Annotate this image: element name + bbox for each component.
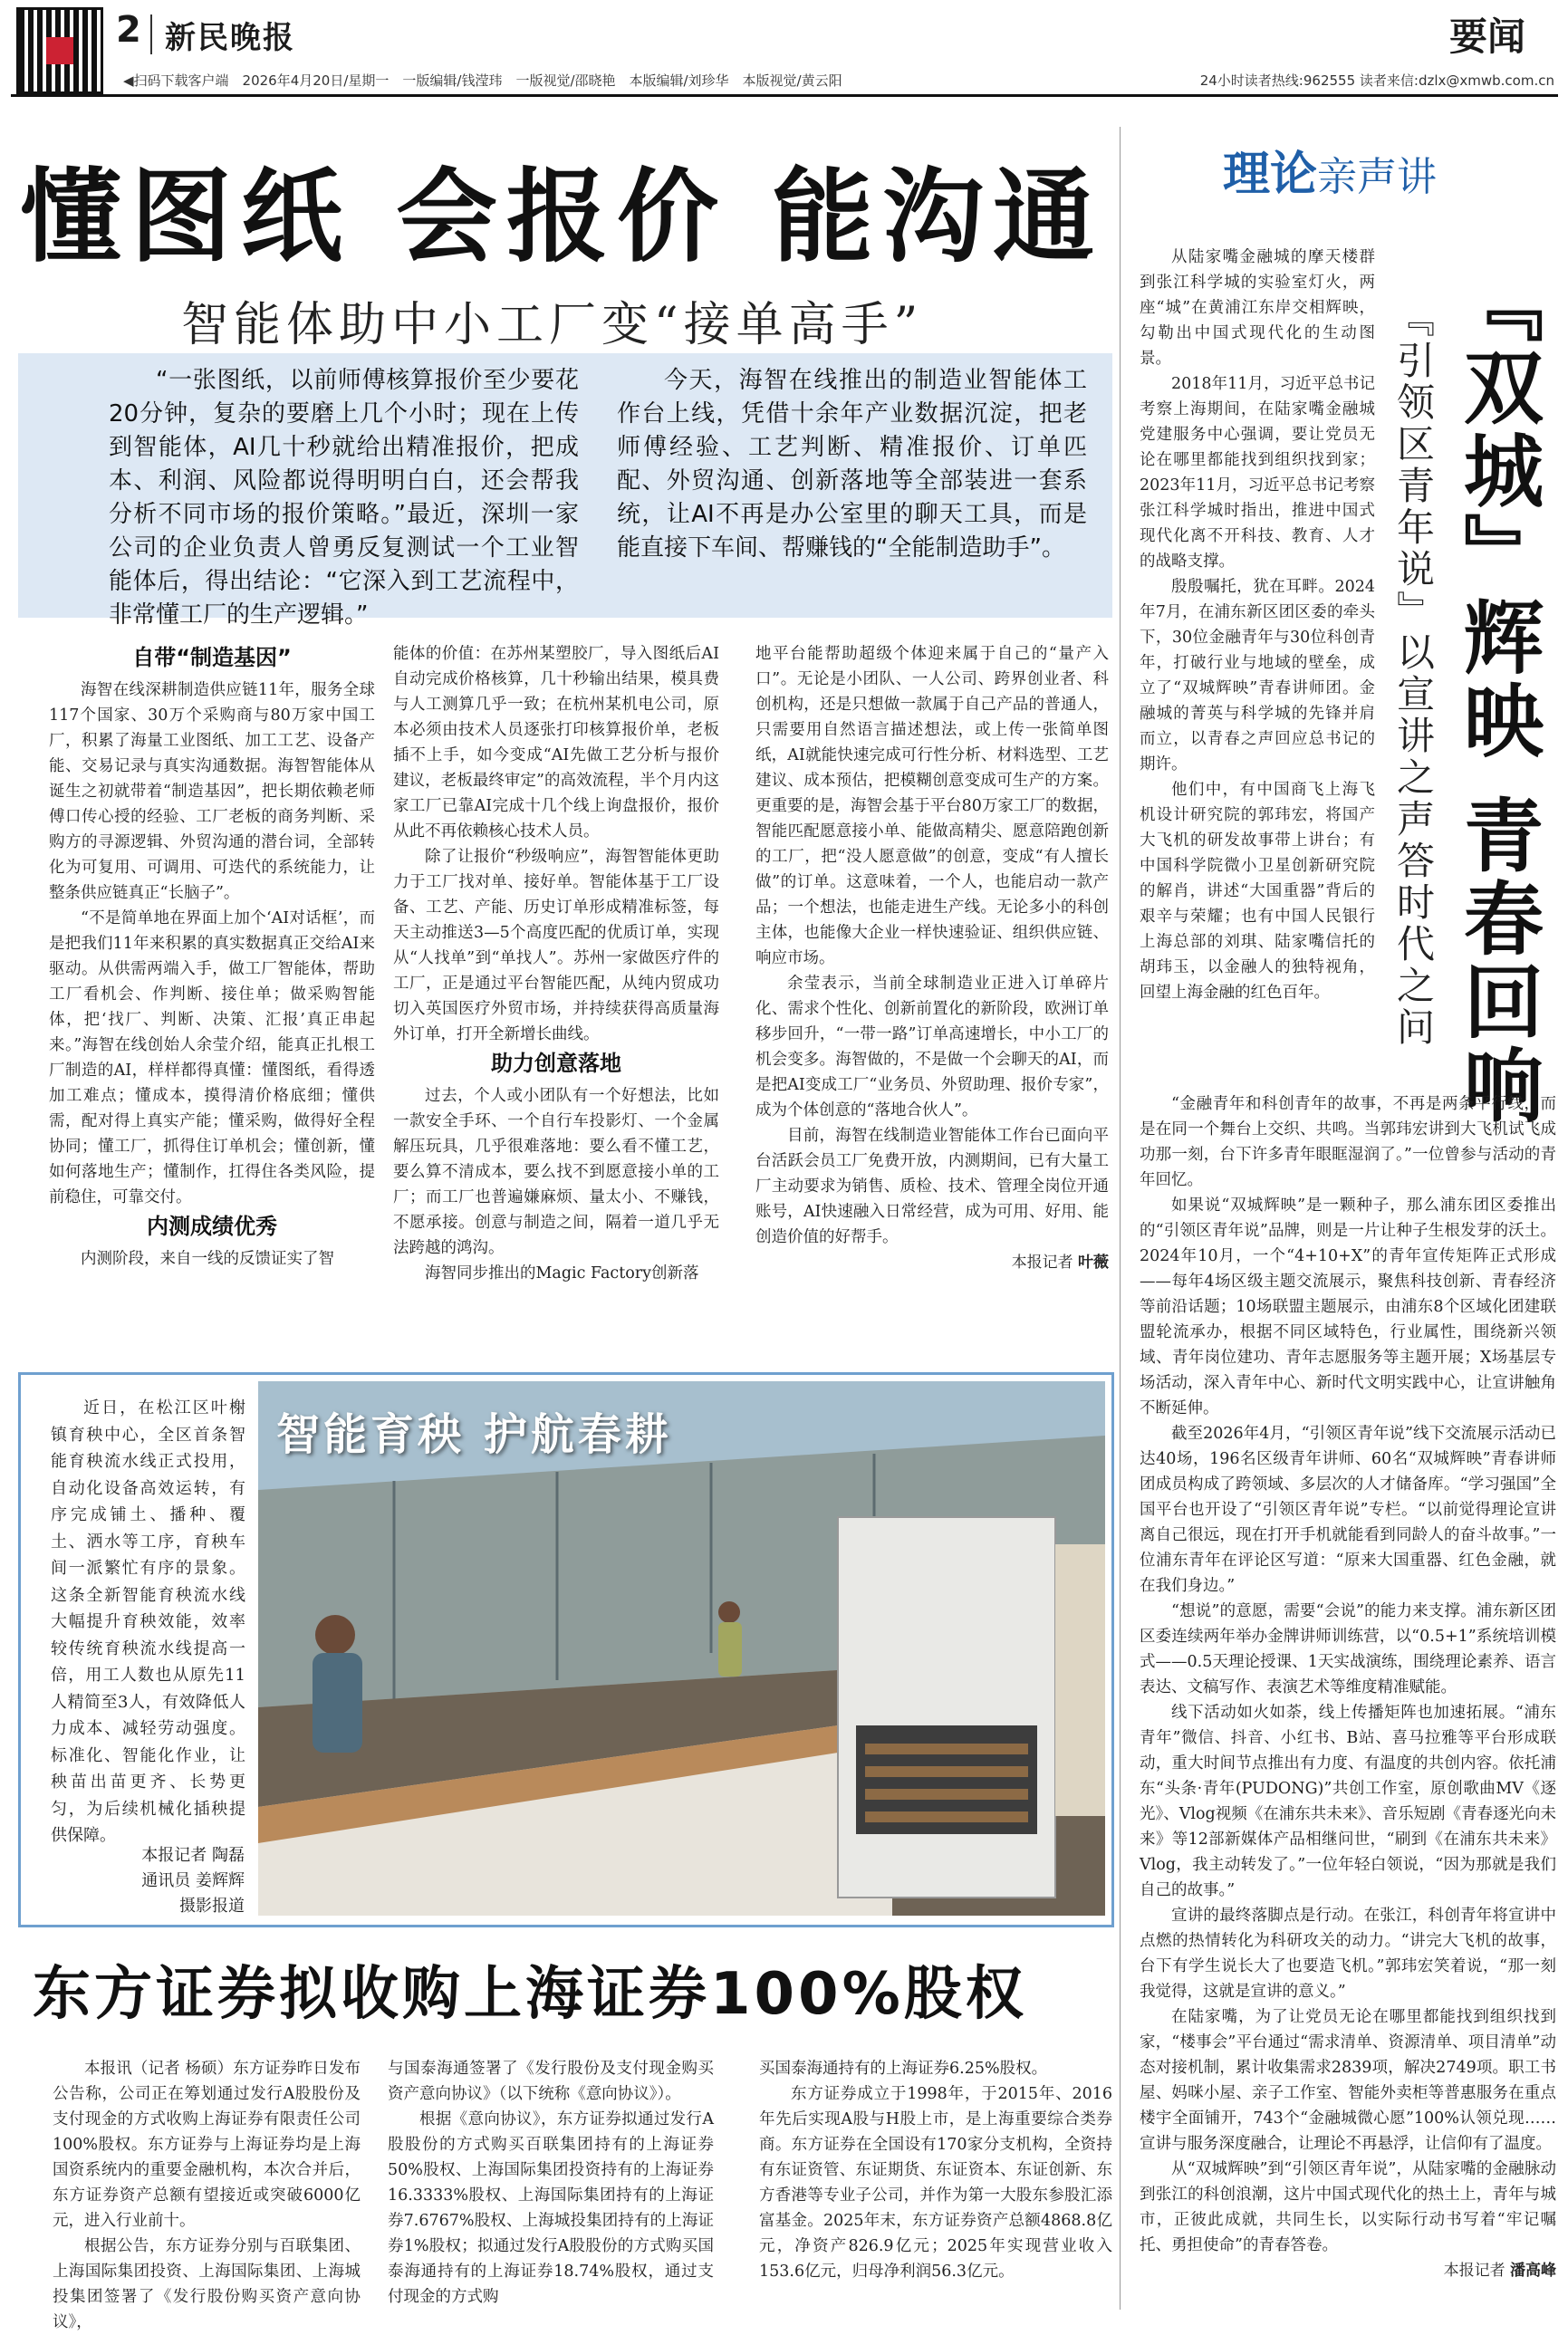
paragraph: “不是简单地在界面上加个‘AI对话框’，而是把我们11年来积累的真实数据真正交给AI来驱动。从供需两端入手，做工厂智能体，帮助工厂看机会、作判断、接住单；做采购智能体，把‘找厂、判断、决策、汇报’真正串起来。”海智在线创始人余莹介绍，能真正扎根工厂制造的AI，样样都得真懂：懂图纸，看得透加工难点；懂成本，摸得清价格底细；懂供需，配对得上真实产能；懂采购，做得好全程协同；懂工厂，抓得住订单机会；懂创新，懂如何落地生产；懂制作，扛得住各类风险，提前稳住，可靠交付。 [49, 909, 375, 1206]
page-number: 2 [116, 9, 141, 51]
paragraph: 东方证券成立于1998年，于2015年、2016年先后实现A股与H股上市，是上海重要综合类券商。东方证券在全国设有170家分支机构，全资持有东证资管、东证期货、东证资本、东证创新、东方香港等专业子公司，并作为第一大股东参股汇添富基金。2025年末，东方证券资产总额4868.8亿元，净资产826.9亿元；2025年实现营业收入153.6亿元，归母净利润56.3亿元。 [759, 2085, 1112, 2281]
byline [755, 1250, 1109, 1275]
lead-box [18, 353, 1112, 629]
column-divider [1120, 127, 1121, 2310]
paragraph: 买国泰海通持有的上海证券6.25%股权。 [759, 2060, 1048, 2078]
right-article-upper [1140, 245, 1375, 1005]
paragraph: 余莹表示，当前全球制造业正进入订单碎片化、需求个性化、创新前置化的新阶段，欧洲订单移步回升，“一带一路”订单高速增长，中小工厂的机会变多。海智做的，不是做一个会聊天的AI，而是把AI变成工厂“业务员、外贸助理、报价专家”，成为个体创意的“落地合伙人”。 [755, 975, 1109, 1119]
column-tag-light: 亲声讲 [1317, 154, 1438, 200]
paper-name: 新民晚报 [165, 20, 295, 56]
lead-paragraph: 今天，海智在线推出的制造业智能体工作台上线，凭借十余年产业数据沉淀，把老师傅经验、工艺判断、精准报价、订单匹配、外贸沟通、创新落地等全部装进一套系统，让AI不再是办公室里的聊天工具，而是能直接下车间、帮赚钱的“全能制造助手”。 [617, 367, 1087, 562]
paragraph: “想说”的意愿，需要“会说”的能力来支撑。浦东新区团区委连续两年举办金牌讲师训练营，以“0.5+1”系统培训模式——0.5天理论授课、1天实战演练，围绕理论素养、语言表达、文稿写作、表演艺术等维度精准赋能。 [1140, 1602, 1556, 1696]
paragraph: 从陆家嘴金融城的摩天楼群到张江科学城的实验室灯火，两座“城”在黄浦江东岸交相辉映，勾勒出中国式现代化的生动图景。 [1140, 248, 1375, 368]
photo-title: 智能育秧 护航春耕 [276, 1409, 672, 1460]
paragraph: 线下活动如火如荼，线上传播矩阵也加速拓展。“浦东青年”微信、抖音、小红书、B站、喜马拉雅等平台形成联动，重大时间节点推出有力度、有温度的共创内容。依托浦东“头条·青年(PUDONG)”共创工作室，原创歌曲MV《逐光》、Vlog视频《在浦东共未来》、音乐短剧《青春逐光向未来》等12部新媒体产品相继问世，“刷到《在浦东共未来》Vlog，我主动转发了。”一位年轻白领说，“因为那就是我们自己的故事。” [1140, 1704, 1556, 1899]
right-article-lower [1140, 1091, 1556, 2283]
section-subhead: 自带“制造基因” [132, 645, 292, 670]
photo-credit [109, 1843, 245, 1919]
paragraph: 他们中，有中国商飞上海飞机设计研究院的郭玮宏，将国产大飞机的研发故事带上讲台；有中国科学院微小卫星创新研究院的解肖，讲述“大国重器”背后的艰辛与荣耀；也有中国人民银行上海总部的刘琪、陆家嘴信托的胡玮玉，以金融人的独特视角，回望上海金融的红色百年。 [1140, 781, 1375, 1002]
paragraph: 海智在线深耕制造供应链11年，服务全球117个国家、30万个采购商与80万家中国工厂，积累了海量工业图纸、加工工艺、设备产能、交易记录与真实沟通数据。海智智能体从诞生之初就带着“制造基因”，把长期依赖老师傅口传心授的经验、工厂老板的商务判断、采购方的寻源逻辑、外贸沟通的潜台词，全部转化为可复用、可调用、可迭代的系统能力，让整条供应链真正“长脑子”。 [49, 681, 375, 902]
main-subheadline: 智能体助中小工厂变“接单高手” [181, 298, 924, 352]
paragraph: 海智同步推出的Magic Factory创新落 [425, 1264, 699, 1283]
masthead-rule [11, 94, 1558, 97]
paragraph: 与国泰海通签署了《发行股份及支付现金购买资产意向协议》（以下统称《意向协议》）。 [388, 2060, 714, 2103]
section-name: 要闻 [1449, 14, 1526, 59]
paragraph: 殷殷嘱托，犹在耳畔。2024年7月，在浦东新区团区委的牵头下，30位金融青年与30位科创青年，打破行业与地域的壁垒，成立了“双城辉映”青春讲师团。金融城的菁英与科学城的先锋并肩而立，以青春之声回应总书记的期许。 [1140, 578, 1375, 774]
edition-info: ◀扫码下载客户端 2026年4月20日/星期一 一版编辑/钱滢玮 一版视觉/邵晓艳 本版编辑/刘珍华 本版视觉/黄云阳 [123, 72, 842, 89]
paragraph: 除了让报价“秒级响应”，海智智能体更助力于工厂找对单、接好单。智能体基于工厂设备、工艺、产能、历史订单形成精准标签，每天主动推送3—5个高度匹配的优质订单，实现从“人找单”到“单找人”。苏州一家做医疗件的工厂，正是通过平台智能匹配，从纯内贸成功切入英国医疗外贸市场，并持续获得高质量海外订单，打开全新增长曲线。 [393, 848, 719, 1043]
main-headline: 懂图纸 会报价 能沟通 [20, 159, 1103, 276]
news-photo[interactable] [258, 1381, 1105, 1916]
paragraph: “金融青年和科创青年的故事，不再是两条平行线，而是在同一个舞台上交织、共鸣。当郭玮宏讲到大飞机试飞成功那一刻，台下许多青年眼眶湿润了。”一位曾参与活动的青年回忆。 [1140, 1095, 1556, 1189]
paragraph: 如果说“双城辉映”是一颗种子，那么浦东团区委推出的“引领区青年说”品牌，则是一片让种子生根发芽的沃土。2024年10月，一个“4+10+X”的青年宣传矩阵正式形成——每年4场区级主题交流展示，聚焦科技创新、青春经济等前沿话题；10场联盟主题展示，由浦东8个区域化团建联盟轮流承办，根据不同区域特色，行业属性，围绕新兴领域、青年岗位建功、青年志愿服务等主题开展；X场基层专场活动，深入青年中心、新时代文明实践中心，让宣讲触角不断延伸。 [1140, 1196, 1556, 1417]
main-article-body [49, 641, 1109, 1359]
paragraph: 能体的价值：在苏州某塑胶厂，导入图纸后AI自动完成价格核算，几十秒输出结果，模具费与人工测算几乎一致；在杭州某机电公司，原本必须由技术人员逐张打印核算报价单，老板插不上手，如今变成“AI先做工艺分析与报价建议，老板最终审定”的高效流程，半个月内这家工厂已靠AI完成十几个线上询盘报价，报价从此不再依赖核心技术人员。 [393, 645, 719, 841]
photo-caption [51, 1395, 245, 1850]
byline-prefix: 本报记者 [1011, 1254, 1073, 1272]
photo-credit-line: 通讯员 姜辉辉 [141, 1871, 245, 1890]
paragraph: 根据公告，东方证券分别与百联集团、上海国际集团投资、上海国际集团、上海城投集团签署了《发行股份购买资产意向协议》， [53, 2237, 361, 2331]
lead-paragraph: “一张图纸，以前师傅核算报价至少要花20分钟，复杂的要磨上几个小时；现在上传到智能体，AI几十秒就给出精准报价，把成本、利润、风险都说得明明白白，还会帮我分析不同市场的报价策略。”最近，深圳一家公司的企业负责人曾勇反复测试一个工业智能体后，得出结论：“它深入到工艺流程中，非常懂工厂的生产逻辑。” [109, 367, 579, 629]
reader-hotline: 24小时读者热线:962555 读者来信:dzlx@xmwb.com.cn [1199, 72, 1554, 89]
second-article-body [53, 2056, 1114, 2331]
column-tag-bold: 理论 [1223, 148, 1318, 202]
byline-prefix: 本报记者 [1443, 2262, 1505, 2280]
byline-name: 叶薇 [1078, 1254, 1109, 1272]
paragraph: 过去，个人或小团队有一个好想法，比如一款安全手环、一个自行车投影灯、一个金属解压玩具，几乎很难落地：要么看不懂工艺，要么算不清成本，要么找不到愿意接小单的工厂；而工厂也普遍嫌麻烦、量太小、不赚钱，不愿承接。创意与制造之间，隔着一道几乎无法跨越的鸿沟。 [393, 1087, 719, 1257]
byline [1140, 2258, 1556, 2283]
section-subhead: 助力创意落地 [491, 1051, 621, 1076]
paragraph: 截至2026年4月，“引领区青年说”线下交流展示活动已达40场，196名区级青年讲师、60名“双城辉映”青春讲师团成员构成了跨领域、多层次的人才储备库。“学习强国”全国平台也开设了“引领区青年说”专栏。“以前觉得理论宣讲离自己很远，现在打开手机就能看到同龄人的奋斗故事。”一位浦东青年在评论区写道：“原来大国重器、红色金融，就在我们身边。” [1140, 1425, 1556, 1595]
paragraph: 目前，海智在线制造业智能体工作台已面向平台活跃会员工厂免费开放，内测期间，已有大量工厂主动要求为销售、质检、技术、管理全岗位开通账号，AI快速融入日常经营，成为可用、好用、能创造价值的好帮手。 [755, 1127, 1109, 1246]
paragraph: 从“双城辉映”到“引领区青年说”，从陆家嘴的金融脉动到张江的科创浪潮，这片中国式现代化的热土上，青年与城市，正彼此成就，共同生长，以实际行动书写着“牢记嘱托、勇担使命”的青春答卷。 [1140, 2160, 1556, 2254]
right-headline: 『双城』辉映 青春回响 [1451, 263, 1544, 1128]
right-subheadline: 『引领区青年说』以宣讲之声答时代之问 [1391, 299, 1436, 1049]
paragraph: 地平台能帮助超级个体迎来属于自己的“量产入口”。无论是小团队、一人公司、跨界创业者、科创机构，还是只想做一款属于自己产品的普通人，只需要用自然语言描述想法，或上传一张简单图纸，AI就能快速完成可行性分析、材料选型、工艺建议、成本预估，把模糊创意变成可生产的方案。更重要的是，海智会基于平台80万家工厂的数据，智能匹配愿意接小单、能做高精尖、愿意陪跑创新的工厂，把“没人愿意做”的创意，变成“有人擅长做”的订单。这意味着，一个人，也能启动一款产品；一个想法，也能走进生产线。无论多小的科创主体，也能像大企业一样快速验证、组织供应链、响应市场。 [755, 645, 1109, 967]
paragraph: 根据《意向协议》，东方证券拟通过发行A股股份的方式购买百联集团持有的上海证券50%股权、上海国际集团投资持有的上海证券16.3333%股权、上海国际集团持有的上海证券7.6767%股权、上海城投集团持有的上海证券1%股权；拟通过发行A股股份的方式购买国泰海通持有的上海证券18.74%股权，通过支付现金的方式购 [388, 2110, 714, 2306]
byline-name: 潘高峰 [1510, 2262, 1556, 2280]
paragraph: 宣讲的最终落脚点是行动。在张江，科创青年将宣讲中点燃的热情转化为科研攻关的动力。“讲完大飞机的故事，台下有学生说长大了也要造飞机。”郭玮宏笑着说，“那一刻我觉得，这就是宣讲的意义。” [1140, 1907, 1556, 2001]
paragraph: 本报讯（记者 杨硕）东方证券昨日发布公告称，公司正在筹划通过发行A股股份及支付现金的方式收购上海证券有限责任公司100%股权。东方证券与上海证券均是上海国资系统内的重要金融机构，本次合并后，东方证券资产总额有望接近或突破6000亿元，进入行业前十。 [53, 2060, 361, 2230]
paragraph: 在陆家嘴，为了让党员无论在哪里都能找到组织找到家，“楼事会”平台通过“需求清单、资源清单、项目清单”动态对接机制，累计收集需求2839项，解决2749项。职工书屋、妈咪小屋、亲子工作室、智能外卖柜等普惠服务在重点楼宇全面铺开，743个“金融城微心愿”100%认领兑现……宣讲与服务深度融合，让理论不再悬浮，让信仰有了温度。 [1140, 2008, 1556, 2153]
paragraph: 内测阶段，来自一线的反馈证实了智 [81, 1250, 334, 1268]
masthead-divider [150, 14, 152, 54]
column-tag [1223, 136, 1437, 204]
photo-credit-line: 摄影报道 [179, 1897, 245, 1916]
photo-credit-line: 本报记者 陶磊 [141, 1846, 245, 1865]
paragraph: 2018年11月，习近平总书记考察上海期间，在陆家嘴金融城党建服务中心强调，要让党员无论在哪里都能找到组织找到家；2023年11月，习近平总书记考察张江科学城时指出，推进中国式现代化离不开科技、教育、人才的战略支撑。 [1140, 375, 1375, 571]
qr-code[interactable] [16, 7, 103, 94]
second-headline: 东方证券拟收购上海证券100%股权 [33, 1961, 1027, 2028]
photo-caption-text: 近日，在松江区叶榭镇育秧中心，全区首条智能育秧流水线正式投用，自动化设备高效运转，有序完成铺土、播种、覆土、洒水等工序，育秧车间一派繁忙有序的景象。这条全新智能育秧流水线大幅提升育秧效能，效率较传统育秧流水线提高一倍，用工人数也从原先11人精简至3人，有效降低人力成本、减轻劳动强度。标准化、智能化作业，让秧苗出苗更齐、长势更匀，为后续机械化插秧提供保障。 [51, 1398, 245, 1845]
section-subhead: 内测成绩优秀 [147, 1214, 277, 1239]
